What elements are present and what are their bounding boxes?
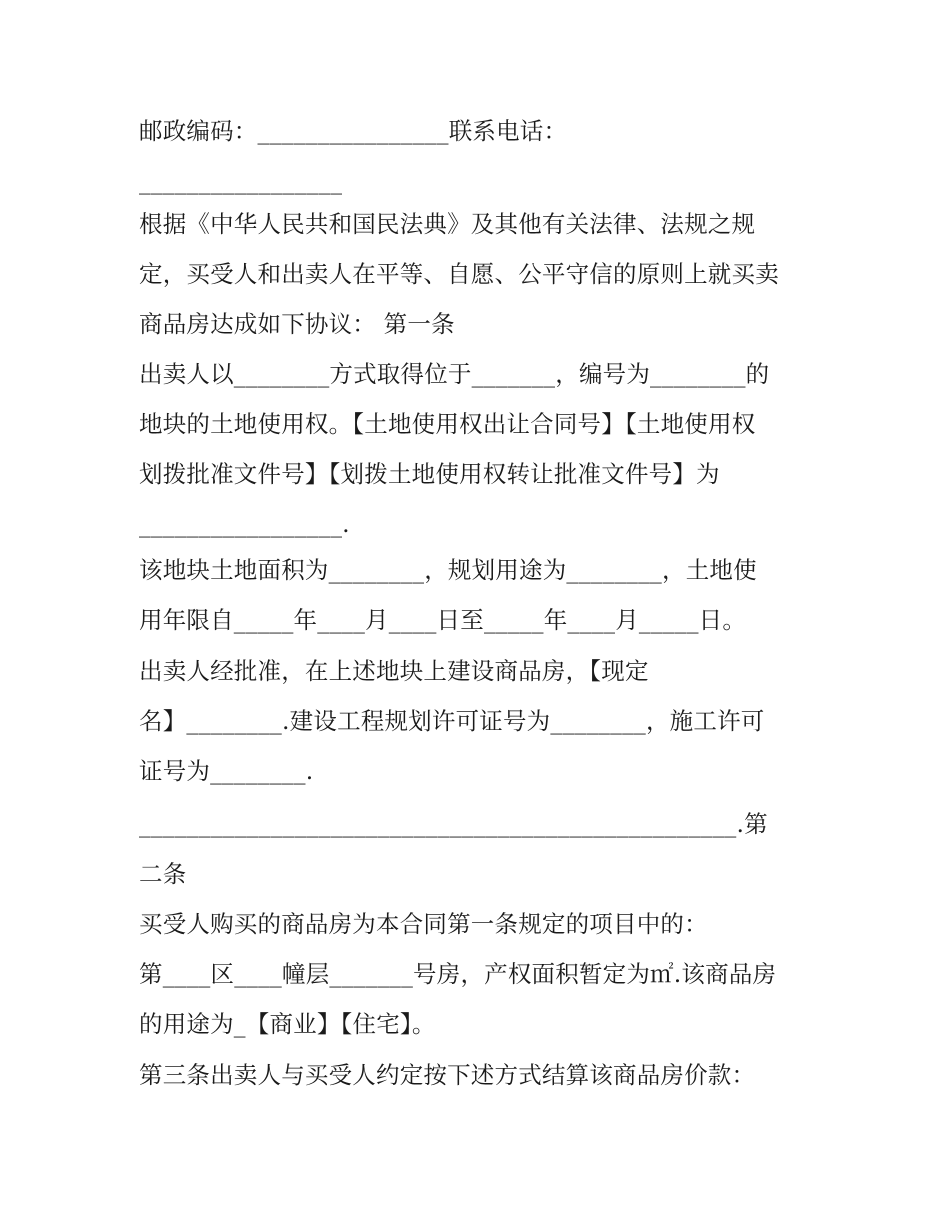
text-line: __________________________________________________.第 bbox=[139, 810, 768, 838]
text-line: 第三条出卖人与买受人约定按下述方式结算该商品房价款： bbox=[139, 1061, 756, 1089]
text-line: 出卖人经批准，在上述地块上建设商品房，【现定 bbox=[139, 657, 649, 685]
text-line: 的用途为_【商业】【住宅】。 bbox=[139, 1010, 436, 1038]
text-line: _________________ bbox=[139, 167, 343, 195]
text-line: 证号为________. bbox=[139, 757, 314, 785]
text-line: 划拨批准文件号】【划拨土地使用权转让批准文件号】为 bbox=[139, 460, 720, 488]
text-line: 根据《中华人民共和国民法典》及其他有关法律、法规之规 bbox=[139, 210, 756, 238]
text-line: 商品房达成如下协议： 第一条 bbox=[139, 310, 455, 338]
text-line: 用年限自_____年____月____日至_____年____月_____日。 bbox=[139, 606, 747, 634]
text-line: 定，买受人和出卖人在平等、自愿、公平守信的原则上就买卖 bbox=[139, 260, 779, 288]
text-line: 第____区____幢层_______号房，产权面积暂定为㎡.该商品房 bbox=[139, 960, 777, 988]
text-line: 该地块土地面积为________，规划用途为________，土地使 bbox=[139, 556, 757, 584]
text-line: 出卖人以________方式取得位于_______，编号为________的 bbox=[139, 360, 770, 388]
text-line: 邮政编码：________________联系电话： bbox=[139, 117, 568, 145]
text-line: 买受人购买的商品房为本合同第一条规定的项目中的： bbox=[139, 910, 708, 938]
text-line: 二条 bbox=[139, 860, 187, 888]
text-line: 名】________.建设工程规划许可证号为________，施工许可 bbox=[139, 707, 765, 735]
text-line: 地块的土地使用权。【土地使用权出让合同号】【土地使用权 bbox=[139, 410, 756, 438]
text-line: _________________. bbox=[139, 510, 350, 538]
